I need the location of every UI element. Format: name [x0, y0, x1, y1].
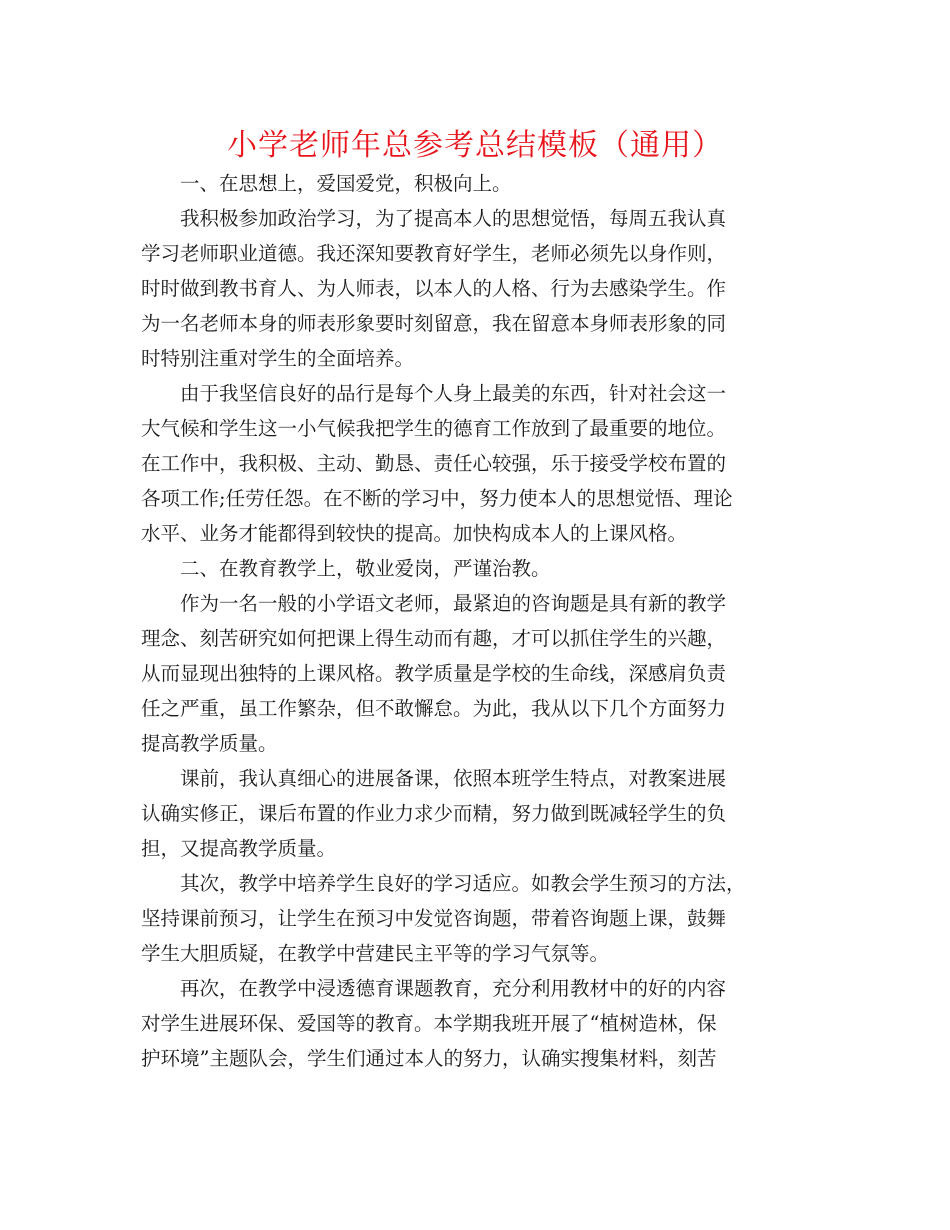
paragraph: 作为一名一般的小学语文老师，最紧迫的咨询题是具有新的教学 理念、刻苦研究如何把课上得生动而有趣，才可以抓住学生的兴趣， 从而显现出独特的上课风格。教学质量是学校的生命线，深感肩负责 任之严重，虽工作繁杂，但不敢懈怠。为此，我从以下几个方面努力 提高教学质量。: [141, 592, 727, 755]
paragraph: 我积极参加政治学习，为了提高本人的思想觉悟，每周五我认真 学习老师职业道德。我还深知要教育好学生，老师必须先以身作则， 时时做到教书育人、为人师表，以本人的人格、行为去感染学生。作 为一名老师本身的师表形象要时刻留意，我在留意本身师表形象的同 时特别注重对学生的全面培养。: [141, 207, 727, 370]
document-title: 小学老师年总参考总结模板（通用）: [227, 128, 723, 163]
paragraph: 其次，教学中培养学生良好的学习适应。如教会学生预习的方法， 坚持课前预习，让学生在预习中发觉咨询题，带着咨询题上课，鼓舞 学生大胆质疑，在教学中营建民主平等的学习气氛等。: [141, 872, 746, 965]
document-body: [141, 166, 831, 1076]
paragraph: 由于我坚信良好的品行是每个人身上最美的东西，针对社会这一 大气候和学生这一小气候我把学生的德育工作放到了最重要的地位。 在工作中，我积极、主动、勤恳、责任心较强，乐于接受学校布置的 各项工作;任劳任怨。在不断的学习中，努力使本人的思想觉悟、理论 水平、业务才能都得到较快的提高。加快构成本人的上课风格。: [141, 382, 733, 545]
paragraph: 课前，我认真细心的进展备课，依照本班学生特点，对教案进展 认确实修正，课后布置的作业力求少而精，努力做到既减轻学生的负 担，又提高教学质量。: [141, 767, 727, 860]
section-heading-1: 一、在思想上，爱国爱党，积极向上。: [180, 172, 512, 195]
section-heading-2: 二、在教育教学上，敬业爱岗，严谨治教。: [180, 557, 551, 580]
paragraph: 再次，在教学中浸透德育课题教育，充分利用教材中的好的内容 对学生进展环保、爱国等的教育。本学期我班开展了“植树造林，保 护环境”主题队会，学生们通过本人的努力，认确实搜集材料，刻苦: [141, 977, 727, 1070]
